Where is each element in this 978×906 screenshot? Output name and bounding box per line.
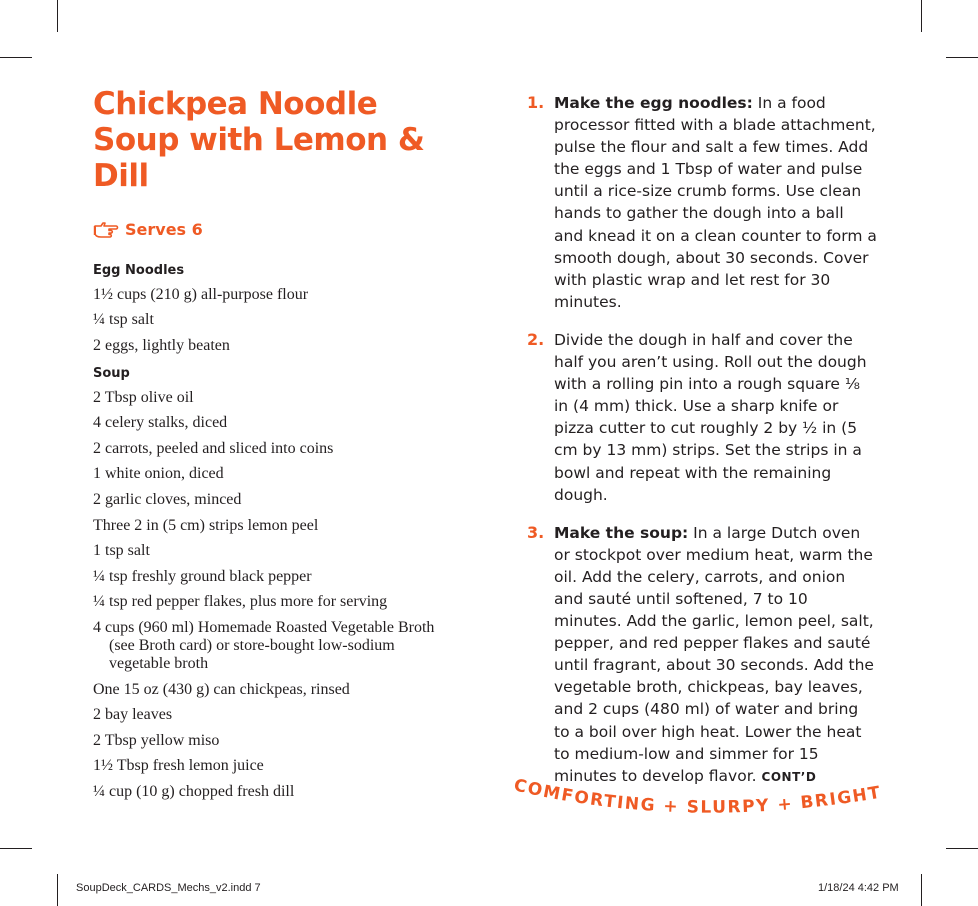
- ingredient: 1 tsp salt: [93, 542, 150, 560]
- serves-text: Serves 6: [125, 219, 203, 239]
- section-heading: Soup: [93, 365, 130, 381]
- ingredient-list: [93, 260, 443, 805]
- ingredient: 1½ Tbsp fresh lemon juice: [93, 757, 264, 775]
- ingredient: 2 eggs, lightly beaten: [93, 336, 230, 354]
- ingredient: One 15 oz (430 g) can chickpeas, rinsed: [93, 680, 350, 698]
- step-2: [527, 329, 877, 506]
- ingredient: Three 2 in (5 cm) strips lemon peel: [93, 516, 319, 534]
- recipe-title: Chickpea Noodle Soup with Lemon & Dill: [93, 86, 425, 194]
- step-3: [527, 522, 877, 788]
- ingredient: 2 Tbsp yellow miso: [93, 731, 220, 749]
- step-lead: Make the soup:: [554, 523, 689, 542]
- ingredient: ¼ cup (10 g) chopped fresh dill: [93, 782, 295, 800]
- ingredient: 1 white onion, diced: [93, 465, 224, 483]
- ingredient-group-egg-noodles: [93, 282, 443, 359]
- ingredient-group-soup: [93, 385, 443, 805]
- step-number: 3.: [527, 522, 545, 542]
- crop-mark: [946, 57, 978, 58]
- crop-mark: [57, 874, 58, 906]
- section-heading: Egg Noodles: [93, 263, 185, 278]
- pointing-hand-icon: [93, 220, 119, 238]
- tagline-textpath: COMFORTING + SLURPY + BRIGHT: [511, 775, 883, 818]
- step-text: In a food processor fitted with a blade attachment, pulse the flour and salt a few times. Add the eggs and 1 Tbsp of water and pulse until a rice-size crumb forms. Use clean hands to gather the dough into a ball and knead it on a clean counter to form a smooth dough, about 30 seconds. Cover with plastic wrap and let rest for 30 minutes.: [554, 94, 877, 311]
- crop-mark: [921, 874, 922, 906]
- ingredient: 4 celery stalks, diced: [93, 414, 228, 432]
- crop-mark: [921, 0, 922, 32]
- slug-filename: SoupDeck_CARDS_Mechs_v2.indd 7: [76, 882, 261, 894]
- ingredient: 4 cups (960 ml) Homemade Roasted Vegetable Broth (see Broth card) or store-bought low-sodium vegetable broth: [93, 618, 435, 672]
- slug-date: 1/18/24 4:42 PM: [818, 882, 899, 894]
- ingredient: 2 bay leaves: [93, 706, 173, 724]
- step-number: 1.: [527, 93, 545, 112]
- continued-label: CONT’D: [761, 769, 817, 784]
- step-number: 2.: [527, 329, 545, 349]
- ingredient: 2 Tbsp olive oil: [93, 388, 194, 406]
- ingredient: 2 carrots, peeled and sliced into coins: [93, 439, 334, 457]
- tagline: [510, 770, 900, 820]
- ingredient: ¼ tsp salt: [93, 311, 154, 329]
- crop-mark: [946, 848, 978, 849]
- crop-mark: [0, 57, 32, 58]
- ingredient: ¼ tsp freshly ground black pepper: [93, 567, 312, 585]
- step-1: [527, 92, 877, 313]
- step-text: In a large Dutch oven or stockpot over medium heat, warm the oil. Add the celery, carrots, and onion and sauté until softened, 7 to 10 minutes. Add the garlic, lemon peel, salt, pepper, and red pepper flakes and sauté until fragrant, about 30 seconds. Add the vegetable broth, chickpeas, bay leaves, and 2 cups (480 ml) of water and bring to a boil over high heat. Lower the heat to medium-low and simmer for 15 minutes to develop flavor.: [554, 523, 874, 785]
- serves-line: [93, 218, 203, 240]
- crop-mark: [57, 0, 58, 32]
- ingredient: ¼ tsp red pepper flakes, plus more for serving: [93, 593, 388, 611]
- step-lead: Make the egg noodles:: [554, 94, 753, 112]
- crop-mark: [0, 848, 32, 849]
- tagline-text: [512, 775, 883, 817]
- step-text: Divide the dough in half and cover the half you aren’t using. Roll out the dough with a rolling pin into a rough square ⅛ in (4 mm) thick. Use a sharp knife or pizza cutter to cut roughly 2 by ½ in (5 cm by 13 mm) strips. Set the strips in a bowl and repeat with the remaining dough.: [554, 330, 867, 504]
- ingredient: 1½ cups (210 g) all-purpose flour: [93, 285, 309, 303]
- instructions: [527, 92, 877, 804]
- ingredient: 2 garlic cloves, minced: [93, 490, 242, 508]
